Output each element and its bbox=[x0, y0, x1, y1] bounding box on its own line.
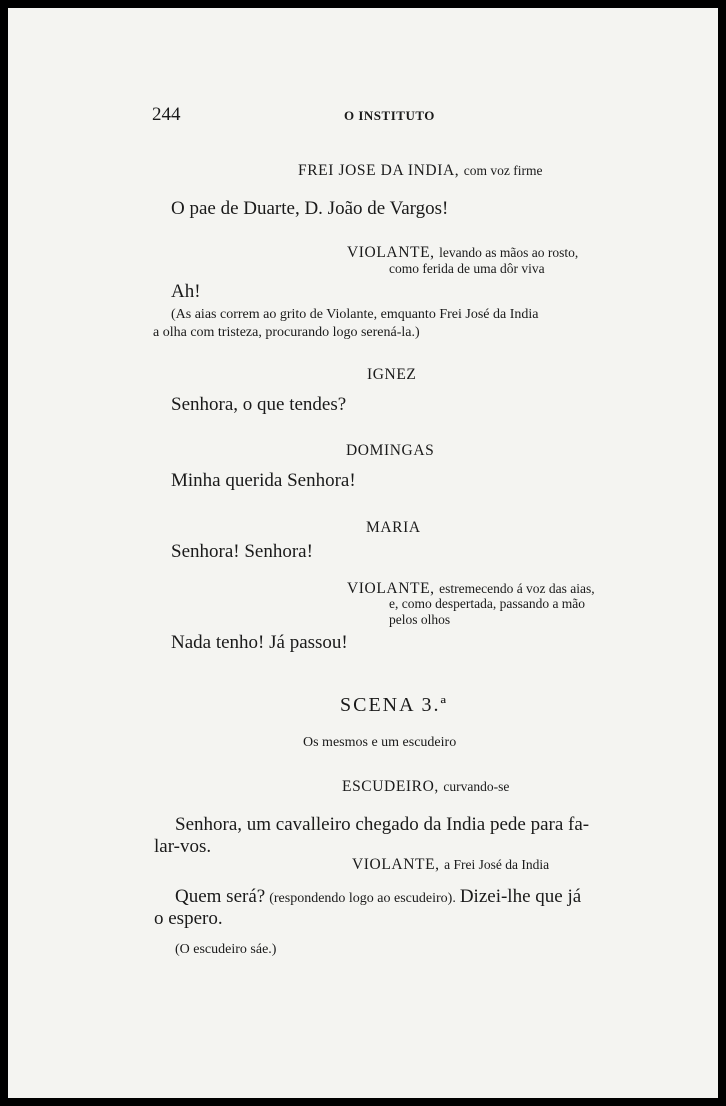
book-page bbox=[8, 8, 718, 1098]
stage-direction: (O escudeiro sáe.) bbox=[175, 942, 277, 957]
stage-direction: a Frei José da India bbox=[444, 857, 550, 872]
page-number: 244 bbox=[152, 104, 181, 125]
scene-subtitle: Os mesmos e um escudeiro bbox=[303, 735, 457, 750]
dialogue-line: lar-vos. bbox=[154, 836, 212, 857]
dialogue-text: Quem será? bbox=[175, 886, 266, 907]
dialogue-line: Senhora, um cavalleiro chegado da India pede para fa- bbox=[175, 814, 590, 835]
speaker-name: VIOLANTE, bbox=[347, 580, 435, 597]
speaker-name: VIOLANTE, bbox=[352, 856, 440, 873]
dialogue-line: Senhora, o que tendes? bbox=[171, 394, 347, 415]
dialogue-line: Senhora! Senhora! bbox=[171, 541, 313, 562]
speaker-name: FREI JOSE DA INDIA, bbox=[298, 162, 460, 179]
stage-direction: (respondendo logo ao escudeiro). bbox=[269, 891, 456, 906]
dialogue-line: Minha querida Senhora! bbox=[171, 470, 356, 491]
speaker-name: VIOLANTE, bbox=[347, 244, 435, 261]
dialogue-text: Dizei-lhe que já bbox=[459, 886, 582, 907]
stage-direction-block bbox=[153, 306, 628, 342]
stage-direction: levando as mãos ao rosto, bbox=[439, 245, 579, 260]
stage-direction: estremecendo á voz das aias, bbox=[439, 581, 595, 596]
speaker-maria: MARIA bbox=[366, 519, 421, 536]
speaker-violante bbox=[347, 244, 578, 262]
stage-direction: como ferida de uma dôr viva bbox=[389, 261, 545, 276]
speaker-domingas: DOMINGAS bbox=[346, 442, 435, 459]
dialogue-line: Ah! bbox=[171, 281, 201, 302]
speaker-ignez: IGNEZ bbox=[367, 366, 417, 383]
speaker-escudeiro bbox=[342, 778, 509, 796]
stage-direction: pelos olhos bbox=[389, 612, 451, 627]
stage-direction: e, como despertada, passando a mão bbox=[389, 596, 586, 611]
dialogue-line bbox=[175, 886, 581, 908]
stage-direction-line: a olha com tristeza, procurando logo serená-la.) bbox=[153, 325, 420, 340]
stage-direction: com voz firme bbox=[463, 163, 543, 178]
dialogue-line: Nada tenho! Já passou! bbox=[171, 632, 348, 653]
speaker-violante bbox=[352, 856, 549, 874]
stage-direction: curvando-se bbox=[443, 779, 510, 794]
dialogue-line: o espero. bbox=[154, 908, 223, 929]
stage-direction-line: (As aias correm ao grito de Violante, emquanto Frei José da India bbox=[171, 307, 539, 322]
running-title: O INSTITUTO bbox=[344, 108, 435, 123]
dialogue-line: O pae de Duarte, D. João de Vargos! bbox=[171, 198, 449, 219]
scene-heading: SCENA 3.ª bbox=[340, 694, 448, 716]
speaker-name: ESCUDEIRO, bbox=[342, 778, 439, 795]
speaker-frei-jose bbox=[298, 162, 542, 180]
